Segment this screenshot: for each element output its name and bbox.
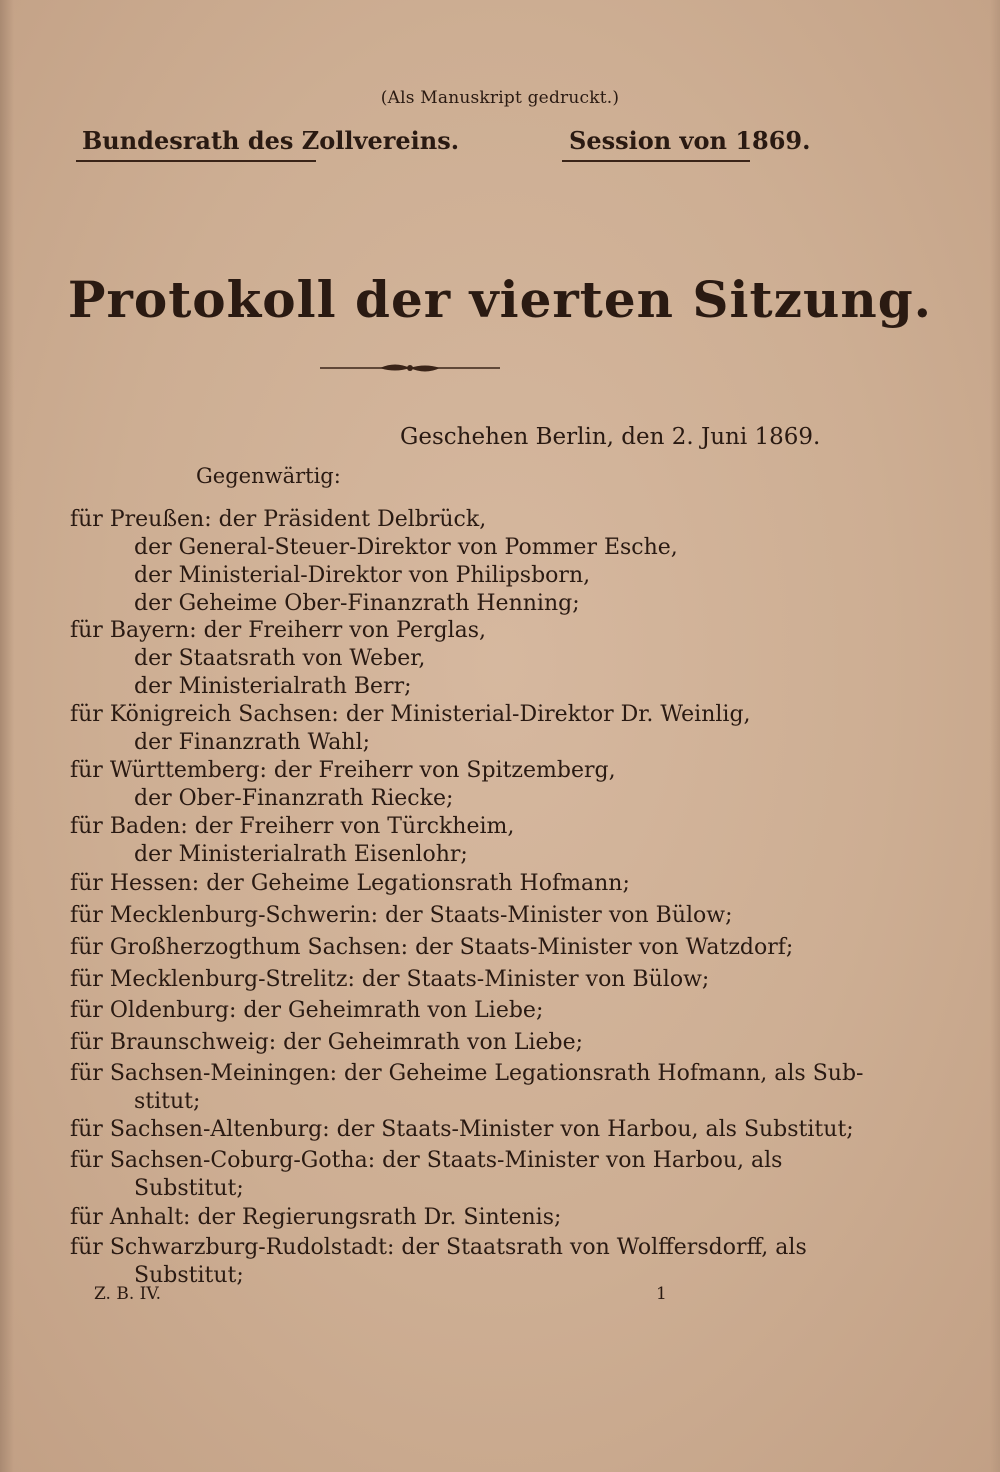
entry-line: für Königreich Sachsen: der Ministerial-Direktor Dr. Weinlig, <box>70 702 751 727</box>
header-rule-right <box>562 160 750 162</box>
entry-line: der Geheime Ober-Finanzrath Henning; <box>134 591 580 616</box>
page-edge-shadow-left <box>0 0 14 1472</box>
present-label: Gegenwärtig: <box>196 464 341 488</box>
entry-line: der Finanzrath Wahl; <box>134 730 371 755</box>
entry-line: der Ministerialrath Eisenlohr; <box>134 842 468 867</box>
entry-line: für Anhalt: der Regierungsrath Dr. Sintenis; <box>70 1205 562 1230</box>
entry-line: stitut; <box>134 1089 201 1114</box>
footer-signature: Z. B. IV. <box>94 1284 162 1304</box>
entry-saxe-coburg-gotha <box>70 1147 783 1203</box>
entry-line: für Großherzogthum Sachsen: der Staats-Minister von Watzdorf; <box>70 935 794 960</box>
entry-line: für Mecklenburg-Schwerin: der Staats-Minister von Bülow; <box>70 903 733 928</box>
entry-line: für Hessen: der Geheime Legationsrath Hofmann; <box>70 871 630 896</box>
entry-line: der Staatsrath von Weber, <box>134 646 426 671</box>
title-ornament <box>320 360 500 376</box>
entry-line: für Sachsen-Meiningen: der Geheime Legationsrath Hofmann, als Sub- <box>70 1061 864 1086</box>
entry-line: Substitut; <box>134 1263 244 1288</box>
entry-line: für Preußen: der Präsident Delbrück, <box>70 507 487 532</box>
entry-line: für Schwarzburg-Rudolstadt: der Staatsrath von Wolffersdorff, als <box>70 1235 807 1260</box>
entry-anhalt <box>70 1204 750 1232</box>
document-title: Protokoll der vierten Sitzung. <box>67 270 933 329</box>
entry-line: Substitut; <box>134 1176 244 1201</box>
entry-brunswick <box>70 1029 750 1057</box>
entry-line: der Ministerial-Direktor von Philipsborn, <box>134 563 591 588</box>
entry-line: für Baden: der Freiherr von Türckheim, <box>70 814 515 839</box>
entry-line: für Sachsen-Coburg-Gotha: der Staats-Minister von Harbou, als <box>70 1148 783 1173</box>
entry-saxe-meiningen <box>70 1060 864 1116</box>
date-line: Geschehen Berlin, den 2. Juni 1869. <box>400 424 821 450</box>
header-right: Session von 1869. <box>569 126 811 155</box>
entry-line: für Bayern: der Freiherr von Perglas, <box>70 618 487 643</box>
entry-saxe-altenburg <box>70 1116 854 1144</box>
entry-mecklenburg-strelitz <box>70 966 750 994</box>
entry-prussia <box>70 506 750 618</box>
entry-line: für Württemberg: der Freiherr von Spitzemberg, <box>70 758 616 783</box>
entry-saxony <box>70 701 750 757</box>
entry-line: der Ober-Finanzrath Riecke; <box>134 786 454 811</box>
entry-bavaria <box>70 617 750 701</box>
entry-wurttemberg <box>70 757 750 813</box>
manuscript-note: (Als Manuskript gedruckt.) <box>380 88 620 108</box>
page-number: 1 <box>656 1284 667 1304</box>
entry-baden <box>70 813 750 869</box>
header-rule-left <box>76 160 316 162</box>
entry-mecklenburg-schwerin <box>70 902 750 930</box>
entry-hessen <box>70 870 750 898</box>
entry-line: für Braunschweig: der Geheimrath von Liebe; <box>70 1030 584 1055</box>
page-edge-shadow-right <box>990 0 1000 1472</box>
entry-line: für Sachsen-Altenburg: der Staats-Minister von Harbou, als Substitut; <box>70 1117 854 1142</box>
entry-line: für Mecklenburg-Strelitz: der Staats-Minister von Bülow; <box>70 967 710 992</box>
entry-oldenburg <box>70 997 750 1025</box>
header-left: Bundesrath des Zollvereins. <box>82 126 460 155</box>
entry-line: für Oldenburg: der Geheimrath von Liebe; <box>70 998 544 1023</box>
entry-line: der General-Steuer-Direktor von Pommer Esche, <box>134 535 678 560</box>
entry-schwarzburg-rudolstadt <box>70 1234 807 1290</box>
entry-line: der Ministerialrath Berr; <box>134 674 412 699</box>
entry-saxe-weimar <box>70 934 794 962</box>
